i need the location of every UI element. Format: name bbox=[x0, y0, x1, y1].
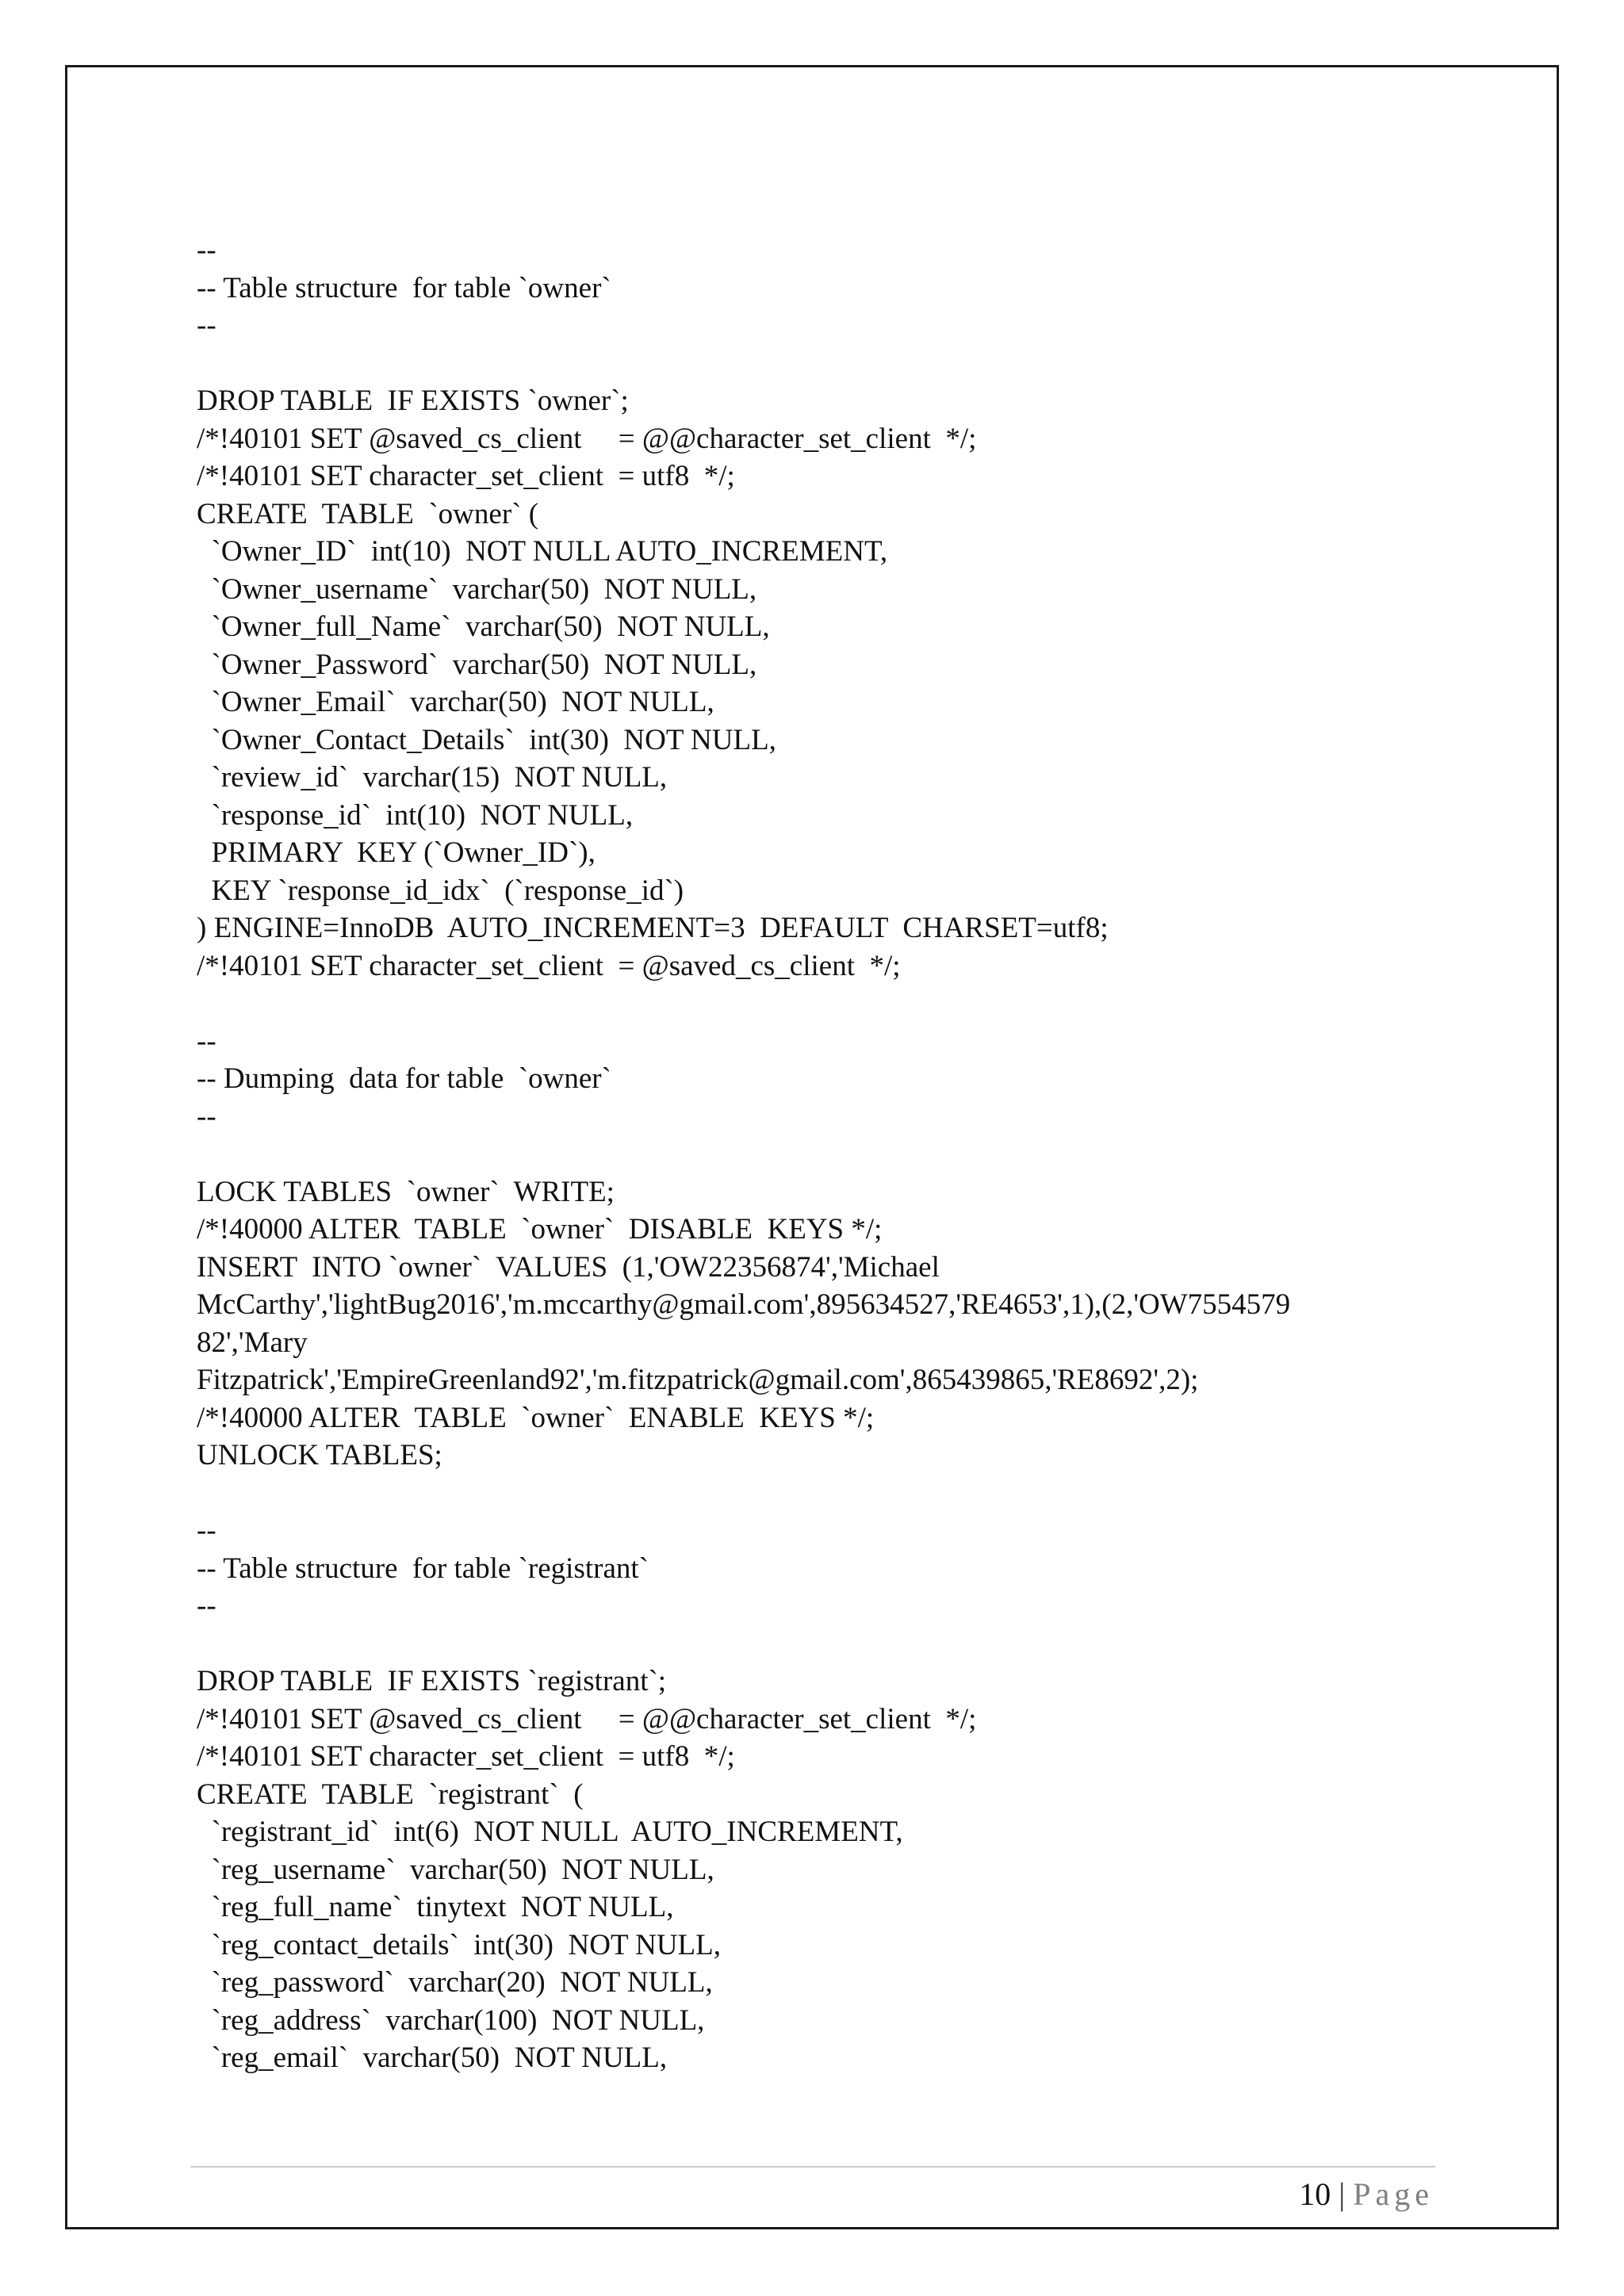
code-line: ) ENGINE=InnoDB AUTO_INCREMENT=3 DEFAULT CHARSET=utf8; bbox=[197, 912, 1109, 944]
code-line: `Owner_ID` int(10) NOT NULL AUTO_INCREMENT, bbox=[197, 535, 888, 568]
code-line: `reg_password` varchar(20) NOT NULL, bbox=[197, 1966, 713, 1999]
code-line: -- bbox=[197, 1590, 216, 1622]
code-line: DROP TABLE IF EXISTS `registrant`; bbox=[197, 1665, 667, 1697]
code-line: -- Dumping data for table `owner` bbox=[197, 1062, 611, 1095]
code-line: `registrant_id` int(6) NOT NULL AUTO_INCREMENT, bbox=[197, 1816, 903, 1848]
page-footer bbox=[1299, 2175, 1434, 2214]
code-line: `Owner_Contact_Details` int(30) NOT NULL, bbox=[197, 723, 776, 756]
code-line: /*!40101 SET @saved_cs_client = @@character_set_client */; bbox=[197, 1702, 977, 1735]
footer-divider bbox=[190, 2166, 1435, 2168]
code-line bbox=[197, 1135, 1434, 1173]
footer-separator: | bbox=[1339, 2176, 1346, 2212]
code-line: `review_id` varchar(15) NOT NULL, bbox=[197, 761, 668, 794]
code-line: UNLOCK TABLES; bbox=[197, 1439, 442, 1471]
code-line: -- bbox=[197, 1100, 216, 1133]
code-line: /*!40101 SET character_set_client = utf8 */; bbox=[197, 1740, 735, 1773]
code-line: `reg_contact_details` int(30) NOT NULL, bbox=[197, 1928, 722, 1961]
code-line: /*!40101 SET character_set_client = @saved_cs_client */; bbox=[197, 949, 901, 982]
code-line: /*!40000 ALTER TABLE `owner` DISABLE KEYS */; bbox=[197, 1213, 883, 1246]
code-line: 82','Mary bbox=[197, 1326, 308, 1359]
code-line: -- Table structure for table `owner` bbox=[197, 271, 611, 304]
code-line: KEY `response_id_idx` (`response_id`) bbox=[197, 874, 684, 907]
page-number: 10 bbox=[1299, 2176, 1331, 2212]
code-line: -- bbox=[197, 1024, 216, 1058]
code-line bbox=[197, 345, 1434, 383]
page-label: Page bbox=[1353, 2176, 1434, 2212]
code-line: `response_id` int(10) NOT NULL, bbox=[197, 798, 634, 832]
code-line: CREATE TABLE `registrant` ( bbox=[197, 1777, 584, 1811]
code-line: /*!40101 SET character_set_client = utf8 */; bbox=[197, 460, 735, 492]
code-line: Fitzpatrick','EmpireGreenland92','m.fitzpatrick@gmail.com',865439865,'RE8692',2); bbox=[197, 1364, 1199, 1396]
code-line bbox=[197, 1625, 1434, 1663]
code-line: McCarthy','lightBug2016','m.mccarthy@gmail.com',895634527,'RE4653',1),(2,'OW7554579 bbox=[197, 1288, 1291, 1321]
code-line: `reg_address` varchar(100) NOT NULL, bbox=[197, 2003, 705, 2037]
code-line: -- Table structure for table `registrant` bbox=[197, 1552, 649, 1585]
code-line: `reg_email` varchar(50) NOT NULL, bbox=[197, 2042, 668, 2074]
code-line: -- bbox=[197, 1514, 216, 1547]
code-line: -- bbox=[197, 309, 216, 342]
code-line bbox=[197, 985, 1434, 1023]
code-line: `reg_full_name` tinytext NOT NULL, bbox=[197, 1891, 674, 1923]
code-line: `reg_username` varchar(50) NOT NULL, bbox=[197, 1853, 714, 1886]
code-line: /*!40101 SET @saved_cs_client = @@character_set_client */; bbox=[197, 422, 977, 455]
code-line: /*!40000 ALTER TABLE `owner` ENABLE KEYS */; bbox=[197, 1401, 875, 1434]
code-line: CREATE TABLE `owner` ( bbox=[197, 497, 539, 530]
code-line: `Owner_username` varchar(50) NOT NULL, bbox=[197, 572, 757, 606]
code-line: DROP TABLE IF EXISTS `owner`; bbox=[197, 385, 629, 417]
code-line: `Owner_full_Name` varchar(50) NOT NULL, bbox=[197, 610, 770, 643]
code-line: INSERT INTO `owner` VALUES (1,'OW22356874','Michael bbox=[197, 1250, 940, 1284]
code-line: `Owner_Email` varchar(50) NOT NULL, bbox=[197, 686, 714, 718]
code-line bbox=[197, 1475, 1434, 1513]
code-line: -- bbox=[197, 234, 216, 266]
code-line: `Owner_Password` varchar(50) NOT NULL, bbox=[197, 648, 757, 681]
code-line: PRIMARY KEY (`Owner_ID`), bbox=[197, 836, 596, 869]
code-line: LOCK TABLES `owner` WRITE; bbox=[197, 1175, 615, 1208]
sql-dump-text bbox=[197, 232, 1434, 2077]
